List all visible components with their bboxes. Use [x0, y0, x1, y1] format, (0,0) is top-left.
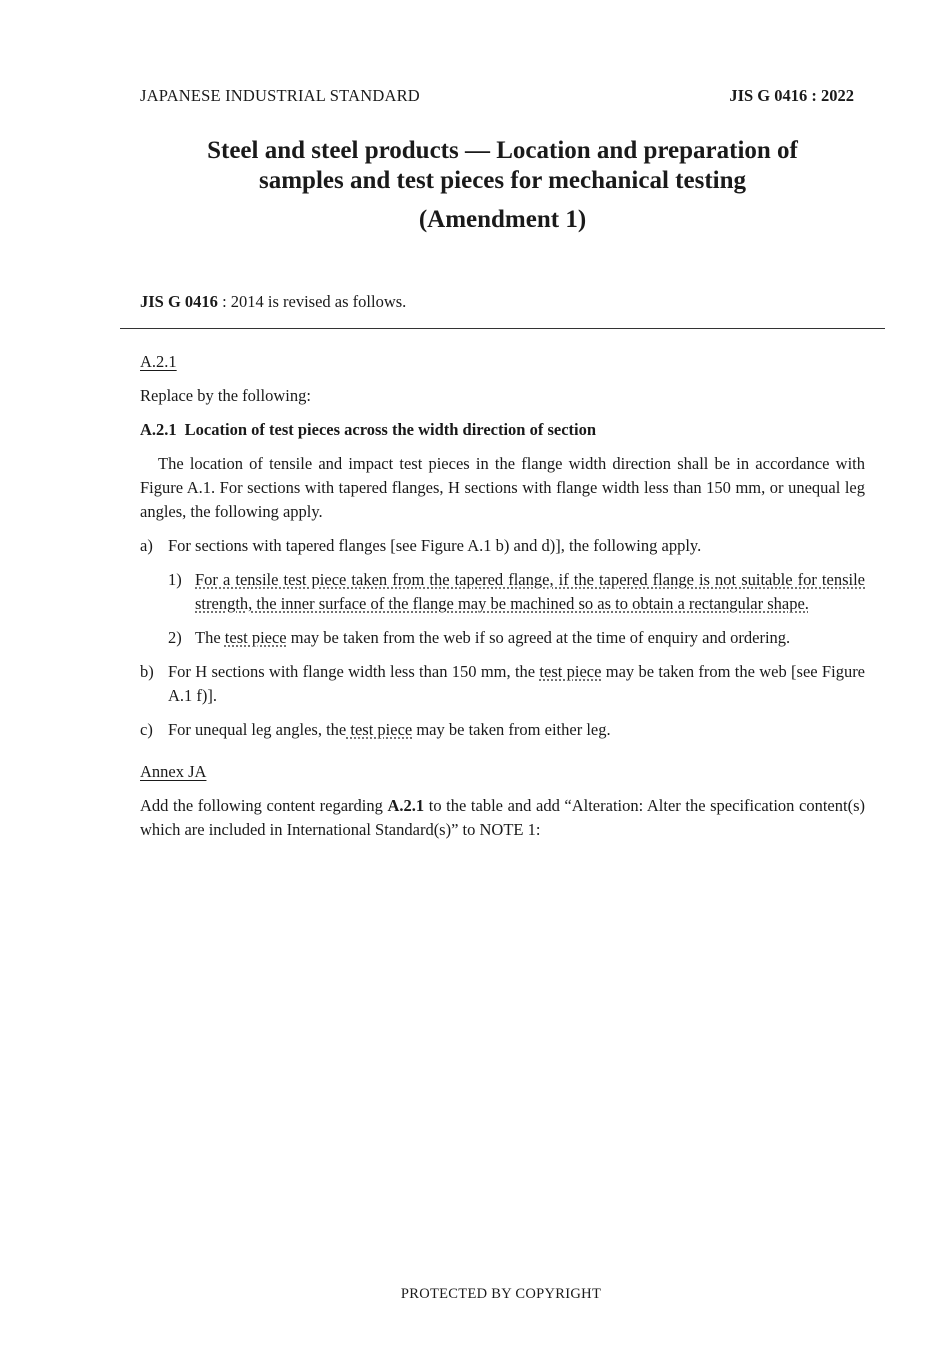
- list-text-c-pre: For unequal leg angles, the: [168, 720, 347, 739]
- sub-label-1: 1): [168, 570, 182, 589]
- header-standard-number: JIS G 0416 : 2022: [729, 86, 854, 105]
- sub-label-2: 2): [168, 628, 182, 647]
- sub-item-2: [140, 626, 865, 650]
- annex-text-post: to the table and add “Alteration: Alter the specification content(s) which are included in International Standard(s)” to NOTE 1:: [140, 796, 865, 839]
- annex-heading: Annex JA: [140, 762, 207, 781]
- list-text-b-post: may be taken from the web [see Figure A.1 f)].: [168, 662, 866, 705]
- header-standard-label: JAPANESE INDUSTRIAL STANDARD: [140, 86, 420, 105]
- annex-clause-ref: A.2.1: [387, 796, 425, 815]
- copyright-footer: PROTECTED BY COPYRIGHT: [400, 1286, 602, 1302]
- document-title: [120, 136, 885, 196]
- clause-paragraph: The location of tensile and impact test pieces in the flange width direction shall be in accordance with Figure A.1. For sections with tapered flanges, H sections with flange width less than 150 mm, or unequal leg angles, the following apply.: [140, 454, 865, 521]
- replace-instruction: Replace by the following:: [140, 386, 311, 405]
- annex-text-pre: Add the following content regarding: [140, 796, 388, 815]
- title-line-1: Steel and steel products — Location and preparation of: [207, 137, 798, 164]
- clause-title-text: Location of test pieces across the width direction of section: [184, 420, 597, 439]
- document-body: [140, 350, 865, 852]
- amendment-label: (Amendment 1): [418, 206, 587, 233]
- section-heading-a21: A.2.1: [140, 352, 177, 371]
- list-label-a: a): [140, 536, 153, 555]
- sub-text-1: For a tensile test piece taken from the tapered flange, if the tapered flange is not suitable for tensile strength, the inner surface of the flange may be machined so as to obtain a rectangular shape.: [195, 570, 865, 613]
- sub-text-2-post: may be taken from the web if so agreed at the time of enquiry and ordering.: [286, 628, 791, 647]
- title-line-2: samples and test pieces for mechanical testing: [259, 167, 746, 194]
- clause-title: [140, 418, 865, 442]
- list-item-c: [140, 718, 865, 742]
- list-text-a: For sections with tapered flanges [see Figure A.1 b) and d)], the following apply.: [168, 536, 702, 555]
- list-label-c: c): [140, 720, 153, 739]
- term-link-test-piece[interactable]: test piece: [346, 720, 413, 739]
- revision-text: : 2014 is revised as follows.: [217, 292, 407, 311]
- revision-standard: JIS G 0416: [140, 292, 218, 311]
- list-label-b: b): [140, 662, 154, 681]
- term-link-test-piece[interactable]: test piece: [539, 662, 602, 681]
- sub-item-1: [140, 568, 865, 616]
- sub-text-2-pre: The: [195, 628, 225, 647]
- list-item-a: [140, 534, 865, 558]
- annex-paragraph: [140, 794, 865, 842]
- header-divider: [120, 328, 885, 329]
- list-text-b-pre: For H sections with flange width less than 150 mm, the: [168, 662, 540, 681]
- list-text-c-post: may be taken from either leg.: [412, 720, 611, 739]
- revision-statement: [140, 292, 406, 312]
- clause-number: A.2.1: [140, 420, 177, 439]
- term-link-test-piece[interactable]: test piece: [224, 628, 287, 647]
- list-item-b: [140, 660, 865, 708]
